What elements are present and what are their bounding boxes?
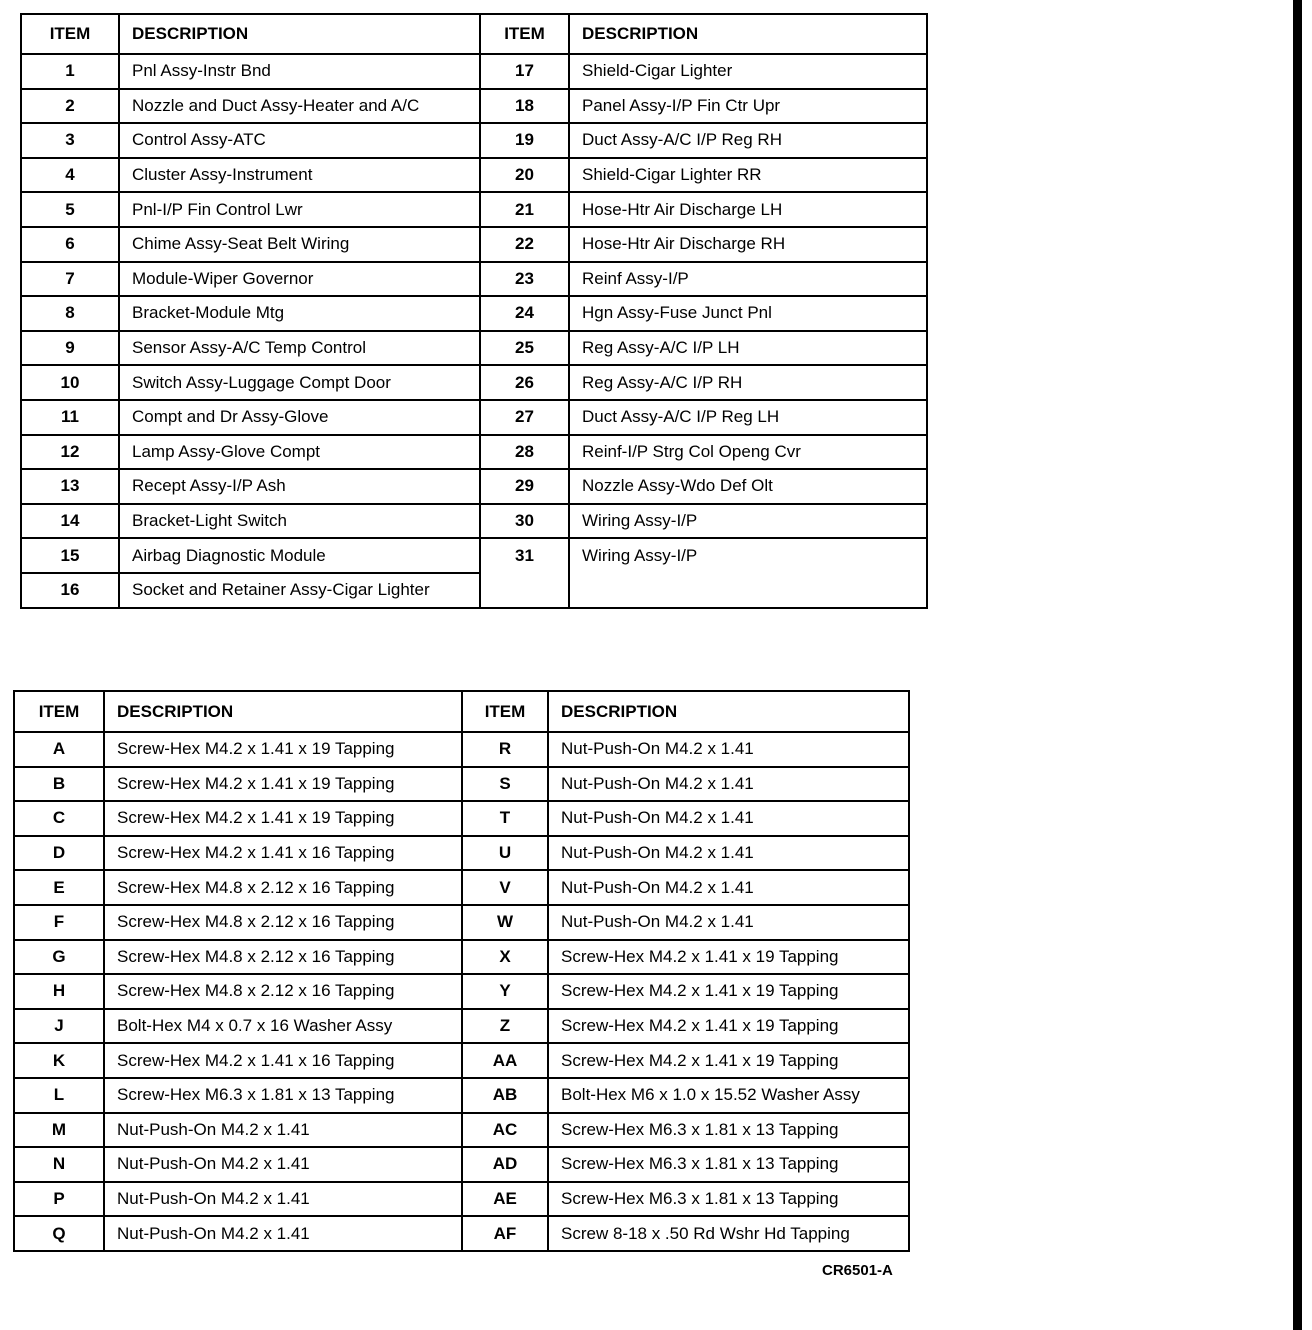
item-description: Reg Assy-A/C I/P LH bbox=[569, 331, 927, 366]
item-description: Screw-Hex M4.2 x 1.41 x 19 Tapping bbox=[548, 974, 909, 1009]
table-row bbox=[14, 836, 909, 871]
item-description: Screw-Hex M4.8 x 2.12 x 16 Tapping bbox=[104, 905, 462, 940]
item-description: Wiring Assy-I/P bbox=[569, 538, 927, 607]
table-row bbox=[21, 400, 927, 435]
item-description: Duct Assy-A/C I/P Reg LH bbox=[569, 400, 927, 435]
item-description: Screw-Hex M4.2 x 1.41 x 19 Tapping bbox=[548, 940, 909, 975]
item-description: Screw-Hex M4.2 x 1.41 x 19 Tapping bbox=[548, 1043, 909, 1078]
item-description: Nozzle and Duct Assy-Heater and A/C bbox=[119, 89, 480, 124]
item-number: X bbox=[462, 940, 548, 975]
item-description: Nozzle Assy-Wdo Def Olt bbox=[569, 469, 927, 504]
item-description: Bracket-Light Switch bbox=[119, 504, 480, 539]
item-description: Module-Wiper Governor bbox=[119, 262, 480, 297]
item-description: Nut-Push-On M4.2 x 1.41 bbox=[548, 801, 909, 836]
item-description: Screw-Hex M6.3 x 1.81 x 13 Tapping bbox=[548, 1182, 909, 1217]
item-number: 11 bbox=[21, 400, 119, 435]
item-number: 12 bbox=[21, 435, 119, 470]
item-number: L bbox=[14, 1078, 104, 1113]
table-row bbox=[21, 158, 927, 193]
item-description: Lamp Assy-Glove Compt bbox=[119, 435, 480, 470]
table-row bbox=[21, 227, 927, 262]
table-row bbox=[14, 1113, 909, 1148]
table-row bbox=[14, 1147, 909, 1182]
table-row bbox=[21, 89, 927, 124]
item-number: V bbox=[462, 870, 548, 905]
table-row bbox=[21, 469, 927, 504]
item-number: 9 bbox=[21, 331, 119, 366]
item-description: Nut-Push-On M4.2 x 1.41 bbox=[548, 905, 909, 940]
description-header: DESCRIPTION bbox=[119, 14, 480, 54]
item-description: Bracket-Module Mtg bbox=[119, 296, 480, 331]
item-number: N bbox=[14, 1147, 104, 1182]
description-header: DESCRIPTION bbox=[104, 691, 462, 732]
parts-table-fasteners bbox=[13, 690, 910, 1252]
item-number: 3 bbox=[21, 123, 119, 158]
item-number: 27 bbox=[480, 400, 569, 435]
item-description: Hose-Htr Air Discharge RH bbox=[569, 227, 927, 262]
item-number: 4 bbox=[21, 158, 119, 193]
table-header-row bbox=[21, 14, 927, 54]
item-number: AE bbox=[462, 1182, 548, 1217]
item-number: J bbox=[14, 1009, 104, 1044]
table-row bbox=[21, 365, 927, 400]
item-description: Hgn Assy-Fuse Junct Pnl bbox=[569, 296, 927, 331]
item-description: Recept Assy-I/P Ash bbox=[119, 469, 480, 504]
item-number: 30 bbox=[480, 504, 569, 539]
item-number: 22 bbox=[480, 227, 569, 262]
item-description: Sensor Assy-A/C Temp Control bbox=[119, 331, 480, 366]
item-description: Screw-Hex M4.2 x 1.41 x 19 Tapping bbox=[104, 767, 462, 802]
item-description: Panel Assy-I/P Fin Ctr Upr bbox=[569, 89, 927, 124]
item-number: 23 bbox=[480, 262, 569, 297]
item-description: Screw-Hex M4.8 x 2.12 x 16 Tapping bbox=[104, 870, 462, 905]
table-header-row bbox=[14, 691, 909, 732]
item-number: 15 bbox=[21, 538, 119, 573]
item-description: Screw 8-18 x .50 Rd Wshr Hd Tapping bbox=[548, 1216, 909, 1251]
item-description: Reinf Assy-I/P bbox=[569, 262, 927, 297]
item-description: Cluster Assy-Instrument bbox=[119, 158, 480, 193]
item-number: 28 bbox=[480, 435, 569, 470]
item-description: Nut-Push-On M4.2 x 1.41 bbox=[104, 1216, 462, 1251]
item-number: 6 bbox=[21, 227, 119, 262]
item-description: Screw-Hex M4.8 x 2.12 x 16 Tapping bbox=[104, 974, 462, 1009]
table-row bbox=[14, 974, 909, 1009]
table-row bbox=[21, 538, 927, 573]
item-description: Nut-Push-On M4.2 x 1.41 bbox=[548, 732, 909, 767]
item-number: 17 bbox=[480, 54, 569, 89]
item-number: 20 bbox=[480, 158, 569, 193]
item-description: Screw-Hex M6.3 x 1.81 x 13 Tapping bbox=[104, 1078, 462, 1113]
item-header: ITEM bbox=[480, 14, 569, 54]
table-row bbox=[21, 54, 927, 89]
item-number: 18 bbox=[480, 89, 569, 124]
item-number: A bbox=[14, 732, 104, 767]
table-row bbox=[21, 331, 927, 366]
table-row bbox=[14, 1078, 909, 1113]
item-description: Control Assy-ATC bbox=[119, 123, 480, 158]
item-number: AD bbox=[462, 1147, 548, 1182]
item-number: 16 bbox=[21, 573, 119, 608]
figure-reference: CR6501-A bbox=[822, 1262, 893, 1279]
item-description: Airbag Diagnostic Module bbox=[119, 538, 480, 573]
item-number: 14 bbox=[21, 504, 119, 539]
item-number: F bbox=[14, 905, 104, 940]
item-description: Pnl-I/P Fin Control Lwr bbox=[119, 192, 480, 227]
item-number: 24 bbox=[480, 296, 569, 331]
item-number: Y bbox=[462, 974, 548, 1009]
item-number: 13 bbox=[21, 469, 119, 504]
table-row bbox=[21, 504, 927, 539]
item-number: R bbox=[462, 732, 548, 767]
description-header: DESCRIPTION bbox=[569, 14, 927, 54]
item-number: AB bbox=[462, 1078, 548, 1113]
item-number: Q bbox=[14, 1216, 104, 1251]
item-number: 8 bbox=[21, 296, 119, 331]
item-number: B bbox=[14, 767, 104, 802]
item-description: Screw-Hex M4.2 x 1.41 x 19 Tapping bbox=[104, 732, 462, 767]
table-row bbox=[14, 1182, 909, 1217]
item-number: AA bbox=[462, 1043, 548, 1078]
table-row bbox=[21, 123, 927, 158]
item-description: Screw-Hex M4.2 x 1.41 x 16 Tapping bbox=[104, 836, 462, 871]
item-description: Socket and Retainer Assy-Cigar Lighter bbox=[119, 573, 480, 608]
item-number: 21 bbox=[480, 192, 569, 227]
item-number: AC bbox=[462, 1113, 548, 1148]
item-description: Compt and Dr Assy-Glove bbox=[119, 400, 480, 435]
item-description: Screw-Hex M6.3 x 1.81 x 13 Tapping bbox=[548, 1147, 909, 1182]
item-description: Nut-Push-On M4.2 x 1.41 bbox=[104, 1113, 462, 1148]
item-number: G bbox=[14, 940, 104, 975]
item-number: E bbox=[14, 870, 104, 905]
item-description: Pnl Assy-Instr Bnd bbox=[119, 54, 480, 89]
description-header: DESCRIPTION bbox=[548, 691, 909, 732]
item-description: Screw-Hex M6.3 x 1.81 x 13 Tapping bbox=[548, 1113, 909, 1148]
item-description: Nut-Push-On M4.2 x 1.41 bbox=[548, 836, 909, 871]
table-row bbox=[14, 870, 909, 905]
table-row bbox=[21, 262, 927, 297]
item-header: ITEM bbox=[462, 691, 548, 732]
item-description: Hose-Htr Air Discharge LH bbox=[569, 192, 927, 227]
item-description: Screw-Hex M4.8 x 2.12 x 16 Tapping bbox=[104, 940, 462, 975]
table-row bbox=[21, 296, 927, 331]
item-number: K bbox=[14, 1043, 104, 1078]
table-row bbox=[14, 1216, 909, 1251]
item-number: D bbox=[14, 836, 104, 871]
item-number: 7 bbox=[21, 262, 119, 297]
item-description: Screw-Hex M4.2 x 1.41 x 19 Tapping bbox=[104, 801, 462, 836]
item-number: 19 bbox=[480, 123, 569, 158]
item-description: Reg Assy-A/C I/P RH bbox=[569, 365, 927, 400]
item-number: W bbox=[462, 905, 548, 940]
table-row bbox=[21, 192, 927, 227]
item-number: S bbox=[462, 767, 548, 802]
item-description: Duct Assy-A/C I/P Reg RH bbox=[569, 123, 927, 158]
page-edge-line bbox=[1293, 0, 1302, 1330]
parts-table-numbered bbox=[20, 13, 928, 609]
table-row bbox=[14, 732, 909, 767]
item-description: Screw-Hex M4.2 x 1.41 x 16 Tapping bbox=[104, 1043, 462, 1078]
item-number: U bbox=[462, 836, 548, 871]
item-number: H bbox=[14, 974, 104, 1009]
item-number: 5 bbox=[21, 192, 119, 227]
table-row bbox=[14, 940, 909, 975]
item-number: 10 bbox=[21, 365, 119, 400]
item-number: T bbox=[462, 801, 548, 836]
item-description: Shield-Cigar Lighter bbox=[569, 54, 927, 89]
item-number: Z bbox=[462, 1009, 548, 1044]
item-header: ITEM bbox=[21, 14, 119, 54]
item-number: 25 bbox=[480, 331, 569, 366]
item-description: Nut-Push-On M4.2 x 1.41 bbox=[548, 767, 909, 802]
item-description: Reinf-I/P Strg Col Openg Cvr bbox=[569, 435, 927, 470]
item-description: Nut-Push-On M4.2 x 1.41 bbox=[548, 870, 909, 905]
item-number: 26 bbox=[480, 365, 569, 400]
item-description: Switch Assy-Luggage Compt Door bbox=[119, 365, 480, 400]
item-number: M bbox=[14, 1113, 104, 1148]
table-row bbox=[14, 767, 909, 802]
item-number: 31 bbox=[480, 538, 569, 607]
item-description: Shield-Cigar Lighter RR bbox=[569, 158, 927, 193]
item-description: Screw-Hex M4.2 x 1.41 x 19 Tapping bbox=[548, 1009, 909, 1044]
table-row bbox=[14, 1043, 909, 1078]
item-description: Nut-Push-On M4.2 x 1.41 bbox=[104, 1182, 462, 1217]
table-row bbox=[14, 905, 909, 940]
item-number: P bbox=[14, 1182, 104, 1217]
item-description: Bolt-Hex M6 x 1.0 x 15.52 Washer Assy bbox=[548, 1078, 909, 1113]
item-description: Wiring Assy-I/P bbox=[569, 504, 927, 539]
table-row bbox=[21, 435, 927, 470]
item-number: AF bbox=[462, 1216, 548, 1251]
item-number: 1 bbox=[21, 54, 119, 89]
item-number: C bbox=[14, 801, 104, 836]
item-number: 29 bbox=[480, 469, 569, 504]
item-number: 2 bbox=[21, 89, 119, 124]
item-header: ITEM bbox=[14, 691, 104, 732]
item-description: Nut-Push-On M4.2 x 1.41 bbox=[104, 1147, 462, 1182]
table-row bbox=[14, 801, 909, 836]
item-description: Bolt-Hex M4 x 0.7 x 16 Washer Assy bbox=[104, 1009, 462, 1044]
table-row bbox=[14, 1009, 909, 1044]
item-description: Chime Assy-Seat Belt Wiring bbox=[119, 227, 480, 262]
